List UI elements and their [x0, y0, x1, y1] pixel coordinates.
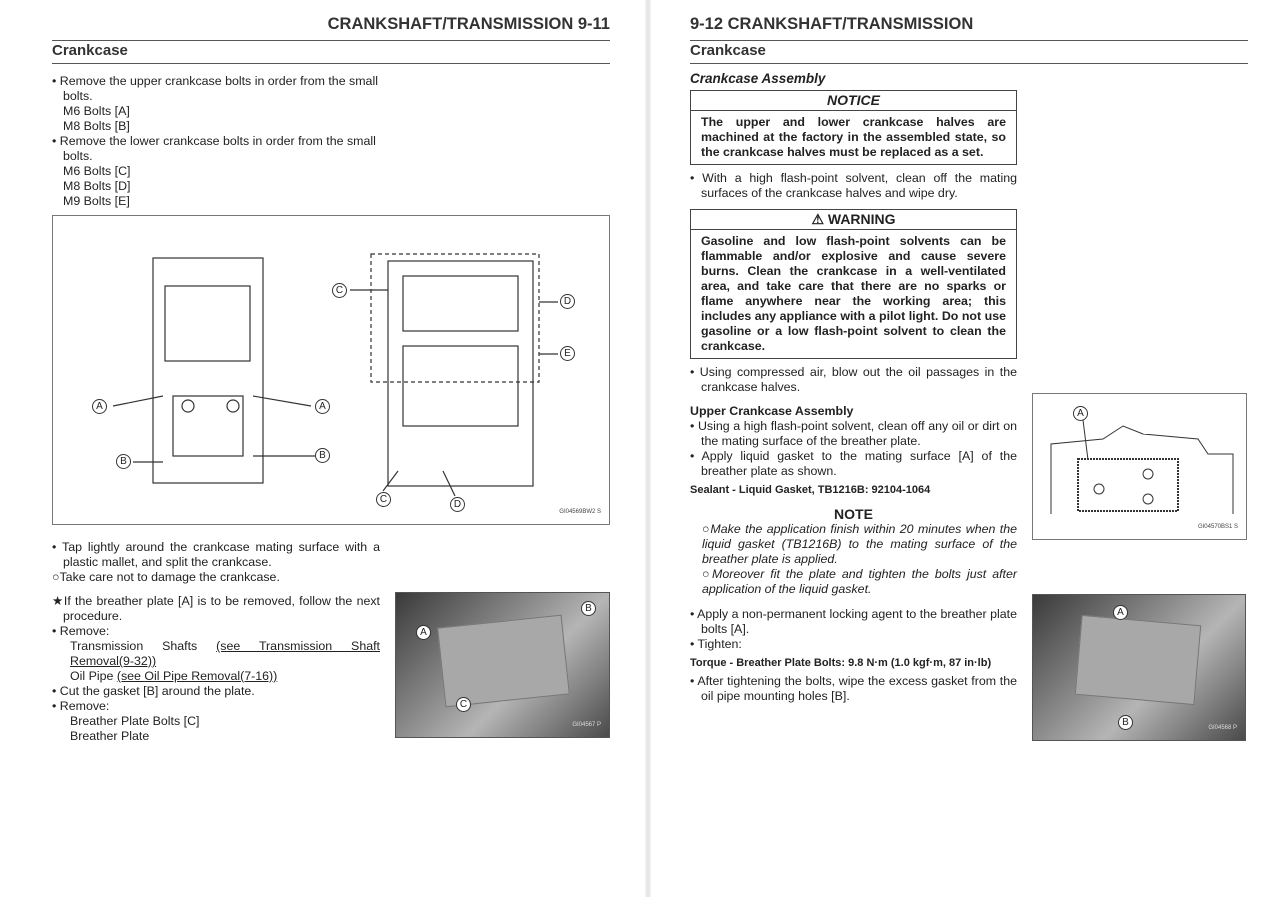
page-header-right: 9-12 CRANKSHAFT/TRANSMISSION: [690, 15, 974, 33]
section-rule: [52, 63, 610, 64]
figure-liquid-gasket: [1032, 393, 1247, 540]
notice-box: [690, 90, 1017, 165]
step-blow-out: • Using compressed air, blow out the oil passages in the crankcase halves.: [690, 365, 1017, 394]
callout-c: C: [376, 492, 391, 507]
step-upper-bolts: • Remove the upper crankcase bolts in order from the small bolts.: [52, 74, 378, 103]
figure-code: GI04570BS1 S: [1197, 524, 1238, 530]
split-steps: [52, 540, 380, 585]
warning-title: ⚠ WARNING: [691, 210, 1016, 230]
step-remove: • Remove:: [52, 624, 110, 638]
photo-code: GI04568 P: [1208, 725, 1237, 731]
page-header-left: CRANKSHAFT/TRANSMISSION 9-11: [327, 15, 610, 33]
subsection-title: Crankcase Assembly: [690, 71, 826, 86]
callout-a: A: [1113, 605, 1128, 620]
photo-breather-bolts: [1032, 594, 1246, 741]
crankcase-diagram: [53, 216, 609, 524]
link-oil-pipe-removal[interactable]: (see Oil Pipe Removal(7-16)): [116, 669, 278, 683]
step-apply-gasket: • Apply liquid gasket to the mating surface [A] of the breather plate as shown.: [690, 449, 1017, 478]
step-clean-plate: • Using a high flash-point solvent, clean off any oil or dirt on the mating surface of the breather plate.: [690, 419, 1017, 448]
header-rule: [52, 40, 610, 41]
step-remove: • Remove:: [52, 699, 110, 713]
photo-breather-plate: [395, 592, 610, 738]
list-item: M6 Bolts [C]: [63, 164, 131, 178]
list-item: M6 Bolts [A]: [63, 104, 130, 118]
list-item: M8 Bolts [D]: [63, 179, 131, 193]
callout-a: A: [92, 399, 107, 414]
callout-a: A: [315, 399, 330, 414]
list-item: Breather Plate: [70, 729, 150, 743]
warning-box: [690, 209, 1017, 359]
step-lower-bolts: • Remove the lower crankcase bolts in order from the small bolts.: [52, 134, 376, 163]
callout-e: E: [560, 346, 575, 361]
step-wipe: • After tightening the bolts, wipe the excess gasket from the oil pipe mounting holes [B].: [690, 674, 1017, 703]
callout-b: B: [581, 601, 596, 616]
callout-a: A: [1073, 406, 1088, 421]
torque-spec: Torque - Breather Plate Bolts: 9.8 N·m (1.0 kgf·m, 87 in·lb): [690, 657, 992, 669]
assembly-column: [690, 71, 1017, 704]
breather-plate-image: [1075, 615, 1202, 705]
note-item: ○Moreover fit the plate and tighten the bolts just after application of the liquid gasket.: [702, 567, 1017, 596]
callout-b: B: [116, 454, 131, 469]
callout-b: B: [1118, 715, 1133, 730]
callout-d: D: [450, 497, 465, 512]
section-title-left: Crankcase: [52, 42, 128, 59]
page-gutter: [645, 0, 651, 897]
step-cut-gasket: • Cut the gasket [B] around the plate.: [52, 684, 255, 698]
breather-plate-diagram: [1033, 394, 1246, 539]
breather-steps: [52, 594, 380, 744]
photo-code: GI04567 P: [572, 722, 601, 728]
notice-title: NOTICE: [691, 91, 1016, 111]
section-title-right: Crankcase: [690, 42, 766, 59]
upper-assembly-title: Upper Crankcase Assembly: [690, 404, 854, 418]
step-tighten: • Tighten:: [690, 637, 742, 651]
section-rule: [690, 63, 1248, 64]
callout-b: B: [315, 448, 330, 463]
figure-code: GI04569BW2 S: [559, 509, 601, 515]
step-caution: ○Take care not to damage the crankcase.: [52, 570, 280, 584]
link-transmission-shaft-removal[interactable]: (see Transmission Shaft Removal(9-32)): [70, 639, 380, 668]
breather-plate-image: [437, 615, 570, 708]
warning-body: Gasoline and low flash-point solvents can be flammable and/or explosive and cause severe burns. Clean the crankcase in a well-ventilated area, and take care that there are no sparks or flame anywhere near the working area; this includes any appliance with a pilot light. Do not use gasoline or a low flash-point solvent to clean the crankcase.: [701, 234, 1006, 353]
list-item: Transmission Shafts: [70, 639, 217, 653]
notice-body: The upper and lower crankcase halves are machined at the factory in the assembled state, so the crankcase halves must be replaced as a set.: [701, 115, 1006, 159]
note-title: NOTE: [834, 506, 873, 522]
list-item: M8 Bolts [B]: [63, 119, 130, 133]
step-locking-agent: • Apply a non-permanent locking agent to the breather plate bolts [A].: [690, 607, 1017, 636]
step-split: • Tap lightly around the crankcase mating surface with a plastic mallet, and split the crankcase.: [52, 540, 380, 569]
callout-a: A: [416, 625, 431, 640]
sealant-spec: Sealant - Liquid Gasket, TB1216B: 92104-1064: [690, 484, 931, 496]
header-rule: [690, 40, 1248, 41]
removal-steps: [52, 74, 382, 209]
step-breather: ★If the breather plate [A] is to be removed, follow the next procedure.: [52, 594, 380, 623]
callout-d: D: [560, 294, 575, 309]
step-clean: • With a high flash-point solvent, clean off the mating surfaces of the crankcase halves and wipe dry.: [690, 171, 1017, 200]
callout-c: C: [456, 697, 471, 712]
list-item: M9 Bolts [E]: [63, 194, 130, 208]
list-item: Breather Plate Bolts [C]: [70, 714, 200, 728]
callout-c: C: [332, 283, 347, 298]
note-item: ○Make the application finish within 20 minutes when the liquid gasket (TB1216B) to the mating surface of the breather plate is applied.: [702, 522, 1017, 566]
figure-crankcase-bolts: [52, 215, 610, 525]
list-item: Oil Pipe: [70, 669, 117, 683]
